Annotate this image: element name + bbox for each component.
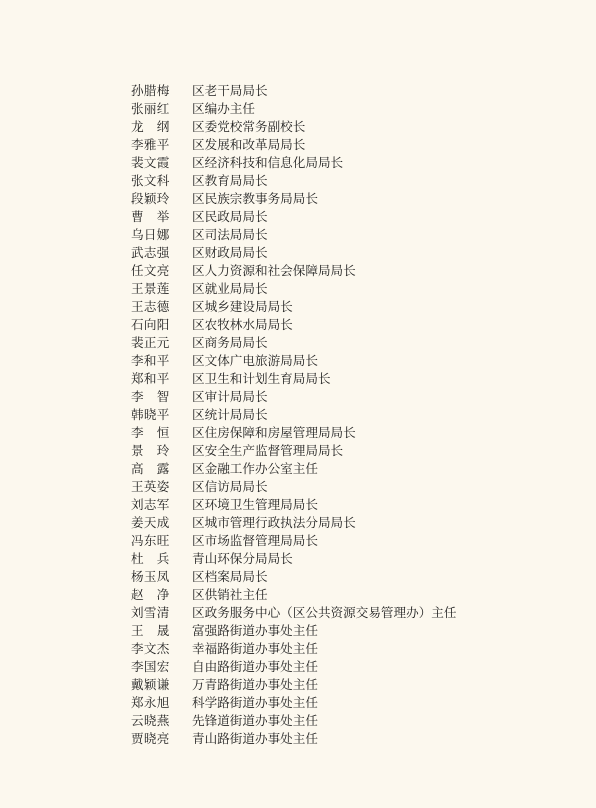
position-title: 区财政局局长 <box>192 245 268 260</box>
person-name: 戴颖谦 <box>131 677 170 692</box>
person-name: 张丽红 <box>131 101 170 116</box>
person-name: 武志强 <box>131 245 170 260</box>
person-name: 李雅平 <box>131 137 170 152</box>
person-name: 乌日娜 <box>131 227 170 242</box>
person-name: 贾晓亮 <box>131 731 170 746</box>
person-name: 冯东旺 <box>131 533 170 548</box>
person-name: 杨玉凤 <box>131 569 170 584</box>
person-name: 刘雪清 <box>131 605 170 620</box>
position-title: 区金融工作办公室主任 <box>192 461 318 476</box>
position-title: 区信访局局长 <box>192 479 268 494</box>
position-title: 区环境卫生管理局局长 <box>192 497 318 512</box>
position-title: 区民政局局长 <box>192 209 268 224</box>
position-title: 先锋道街道办事处主任 <box>192 713 318 728</box>
person-name: 李 恒 <box>131 425 170 440</box>
person-name: 张文科 <box>131 173 170 188</box>
position-title: 青山环保分局局长 <box>192 551 293 566</box>
person-name: 李 智 <box>131 389 170 404</box>
person-name: 王 晟 <box>131 623 170 638</box>
person-name: 韩晓平 <box>131 407 170 422</box>
position-title: 青山路街道办事处主任 <box>192 731 318 746</box>
person-name: 李国宏 <box>131 659 170 674</box>
person-name: 任文亮 <box>131 263 170 278</box>
position-title: 区安全生产监督管理局局长 <box>192 443 344 458</box>
position-title: 区商务局局长 <box>192 335 268 350</box>
position-title: 区市场监督管理局局长 <box>192 533 318 548</box>
position-title: 区住房保障和房屋管理局局长 <box>192 425 356 440</box>
person-name: 裴文霞 <box>131 155 170 170</box>
position-title: 区民族宗教事务局局长 <box>192 191 318 206</box>
person-name: 龙 纲 <box>131 119 170 134</box>
position-title: 区城市管理行政执法分局局长 <box>192 515 356 530</box>
position-title: 区老干局局长 <box>192 83 268 98</box>
person-name: 孙腊梅 <box>131 83 170 98</box>
person-name: 裴正元 <box>131 335 170 350</box>
position-title: 幸福路街道办事处主任 <box>192 641 318 656</box>
position-title: 区档案局局长 <box>192 569 268 584</box>
position-title: 区政务服务中心（区公共资源交易管理办）主任 <box>192 605 457 620</box>
person-name: 李和平 <box>131 353 170 368</box>
person-name: 姜天成 <box>131 515 170 530</box>
person-name: 王志德 <box>131 299 170 314</box>
person-name: 郑和平 <box>131 371 170 386</box>
person-name: 高 露 <box>131 461 170 476</box>
position-title: 区就业局局长 <box>192 281 268 296</box>
person-name: 王英姿 <box>131 479 170 494</box>
person-name: 杜 兵 <box>131 551 170 566</box>
person-name: 王景莲 <box>131 281 170 296</box>
person-name: 曹 举 <box>131 209 170 224</box>
position-title: 区统计局局长 <box>192 407 268 422</box>
position-title: 区教育局局长 <box>192 173 268 188</box>
person-name: 云晓燕 <box>131 713 170 728</box>
position-title: 区农牧林水局局长 <box>192 317 293 332</box>
person-name: 赵 净 <box>131 587 170 602</box>
person-name: 景 玲 <box>131 443 170 458</box>
position-title: 科学路街道办事处主任 <box>192 695 318 710</box>
person-name: 刘志军 <box>131 497 170 512</box>
person-name: 郑永旭 <box>131 695 170 710</box>
position-title: 区审计局局长 <box>192 389 268 404</box>
position-title: 万青路街道办事处主任 <box>192 677 318 692</box>
position-title: 区发展和改革局局长 <box>192 137 306 152</box>
position-title: 区经济科技和信息化局局长 <box>192 155 344 170</box>
person-name: 段颖玲 <box>131 191 170 206</box>
position-title: 自由路街道办事处主任 <box>192 659 318 674</box>
person-name: 李文杰 <box>131 641 170 656</box>
position-title: 区人力资源和社会保障局局长 <box>192 263 356 278</box>
position-title: 区供销社主任 <box>192 587 268 602</box>
person-name: 石向阳 <box>131 317 170 332</box>
position-title: 富强路街道办事处主任 <box>192 623 318 638</box>
position-title: 区文体广电旅游局局长 <box>192 353 318 368</box>
position-title: 区委党校常务副校长 <box>192 119 306 134</box>
position-title: 区司法局局长 <box>192 227 268 242</box>
position-title: 区城乡建设局局长 <box>192 299 293 314</box>
position-title: 区编办主任 <box>192 101 255 116</box>
position-title: 区卫生和计划生育局局长 <box>192 371 331 386</box>
